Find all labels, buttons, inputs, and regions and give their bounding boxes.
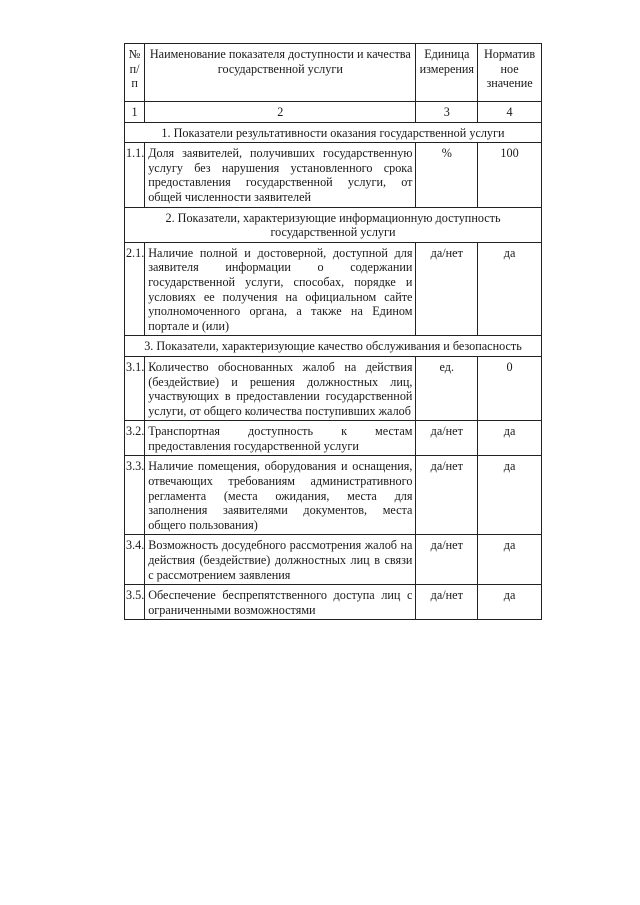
table-row — [125, 456, 542, 535]
section-row — [125, 122, 542, 143]
row-value: да — [478, 242, 542, 336]
col-number-4: 4 — [478, 102, 542, 123]
row-number: 3.4. — [125, 535, 145, 585]
row-unit: да/нет — [416, 242, 478, 336]
row-unit: % — [416, 143, 478, 207]
table-row — [125, 421, 542, 456]
col-number-2: 2 — [145, 102, 416, 123]
col-number-3: 3 — [416, 102, 478, 123]
row-number: 3.5. — [125, 585, 145, 620]
row-name: Обеспечение беспрепятственного доступа лиц с ограниченными возможностями — [145, 585, 416, 620]
row-unit: да/нет — [416, 456, 478, 535]
row-value: да — [478, 456, 542, 535]
row-number: 2.1. — [125, 242, 145, 336]
row-number: 3.1. — [125, 356, 145, 420]
row-number: 1.1. — [125, 143, 145, 207]
row-name: Транспортная доступность к местам предоставления государственной услуги — [145, 421, 416, 456]
row-value: да — [478, 585, 542, 620]
table-row — [125, 585, 542, 620]
table-row — [125, 535, 542, 585]
row-value: 100 — [478, 143, 542, 207]
row-unit: да/нет — [416, 585, 478, 620]
table-row — [125, 143, 542, 207]
row-unit: ед. — [416, 356, 478, 420]
row-name: Доля заявителей, получивших государственную услугу без нарушения установленного срока предоставления государственной услуги, от общей численности заявителей — [145, 143, 416, 207]
header-row — [125, 44, 542, 102]
header-unit: Единица измерения — [416, 44, 478, 102]
row-value: 0 — [478, 356, 542, 420]
row-value: да — [478, 535, 542, 585]
row-name: Возможность досудебного рассмотрения жалоб на действия (бездействие) должностных лиц в связи с рассмотрением заявления — [145, 535, 416, 585]
row-name: Наличие полной и достоверной, доступной для заявителя информации о содержании государственной услуги, способах, порядке и условиях ее получения на официальном сайте уполномоченного органа, а также на Едином портале и (или) — [145, 242, 416, 336]
row-name: Наличие помещения, оборудования и оснащения, отвечающих требованиям административного регламента (места ожидания, места для заполнения заявителями документов, места общего пользования) — [145, 456, 416, 535]
header-num: № п/п — [125, 44, 145, 102]
section-title: 3. Показатели, характеризующие качество обслуживания и безопасность — [125, 336, 542, 357]
column-number-row — [125, 102, 542, 123]
section-title: 2. Показатели, характеризующие информационную доступность государственной услуги — [125, 207, 542, 242]
header-norm: Норматив ное значение — [478, 44, 542, 102]
section-row — [125, 336, 542, 357]
indicators-table — [124, 43, 542, 620]
row-number: 3.2. — [125, 421, 145, 456]
table-row — [125, 242, 542, 336]
row-unit: да/нет — [416, 535, 478, 585]
row-value: да — [478, 421, 542, 456]
section-title: 1. Показатели результативности оказания государственной услуги — [125, 122, 542, 143]
row-number: 3.3. — [125, 456, 145, 535]
row-name: Количество обоснованных жалоб на действия (бездействие) и решения должностных лиц, участвующих в предоставлении государственной услуги, от общего количества поступивших жалоб — [145, 356, 416, 420]
row-unit: да/нет — [416, 421, 478, 456]
section-row — [125, 207, 542, 242]
table-row — [125, 356, 542, 420]
header-name: Наименование показателя доступности и качества государственной услуги — [145, 44, 416, 102]
col-number-1: 1 — [125, 102, 145, 123]
